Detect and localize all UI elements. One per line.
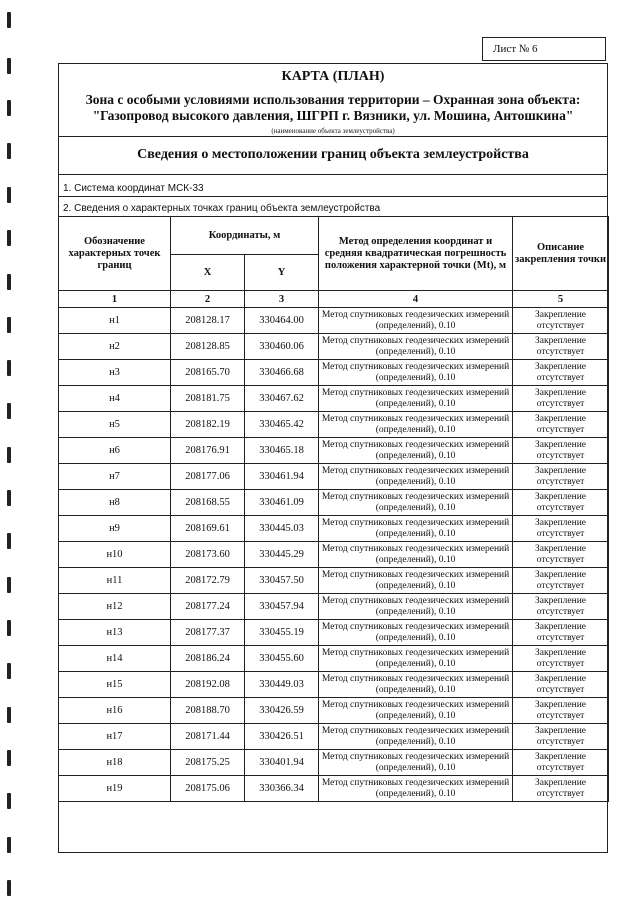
column-number: 1 <box>59 291 171 308</box>
table-row <box>59 386 609 412</box>
header-description: Описание закрепления точки <box>513 217 609 291</box>
point-x: 208128.85 <box>171 334 245 360</box>
point-y: 330455.19 <box>245 620 319 646</box>
point-id: н16 <box>59 698 171 724</box>
point-method: Метод спутниковых геодезических измерений (определений), 0.10 <box>319 412 513 438</box>
point-method: Метод спутниковых геодезических измерений (определений), 0.10 <box>319 360 513 386</box>
binding-mark <box>7 620 11 636</box>
point-method: Метод спутниковых геодезических измерений (определений), 0.10 <box>319 698 513 724</box>
point-y: 330467.62 <box>245 386 319 412</box>
point-description: Закрепление отсутствует <box>513 646 609 672</box>
header-method: Метод определения координат и средняя квадратическая погрешность положения характерной точки (Mt), м <box>319 217 513 291</box>
points-heading: 2. Сведения о характерных точках границ объекта землеустройства <box>63 203 381 214</box>
point-y: 330455.60 <box>245 646 319 672</box>
binding-mark <box>7 317 11 333</box>
coordinate-system: 1. Система координат МСК-33 <box>63 183 204 194</box>
point-description: Закрепление отсутствует <box>513 776 609 802</box>
divider <box>59 174 607 175</box>
point-id: н9 <box>59 516 171 542</box>
point-description: Закрепление отсутствует <box>513 360 609 386</box>
point-id: н3 <box>59 360 171 386</box>
point-method: Метод спутниковых геодезических измерений (определений), 0.10 <box>319 464 513 490</box>
divider <box>59 136 607 137</box>
point-y: 330401.94 <box>245 750 319 776</box>
point-description: Закрепление отсутствует <box>513 516 609 542</box>
binding-mark <box>7 447 11 463</box>
binding-mark <box>7 187 11 203</box>
point-id: н10 <box>59 542 171 568</box>
point-y: 330465.42 <box>245 412 319 438</box>
point-y: 330465.18 <box>245 438 319 464</box>
table-row <box>59 438 609 464</box>
point-x: 208169.61 <box>171 516 245 542</box>
table-row <box>59 490 609 516</box>
document-frame <box>58 63 608 853</box>
column-number: 3 <box>245 291 319 308</box>
point-y: 330449.03 <box>245 672 319 698</box>
point-x: 208177.37 <box>171 620 245 646</box>
point-x: 208181.75 <box>171 386 245 412</box>
binding-mark <box>7 12 11 28</box>
binding-mark <box>7 533 11 549</box>
point-description: Закрепление отсутствует <box>513 386 609 412</box>
point-description: Закрепление отсутствует <box>513 672 609 698</box>
point-method: Метод спутниковых геодезических измерений (определений), 0.10 <box>319 516 513 542</box>
table-row <box>59 542 609 568</box>
binding-mark <box>7 360 11 376</box>
binding-mark <box>7 750 11 766</box>
header-x: X <box>171 255 245 291</box>
point-x: 208173.60 <box>171 542 245 568</box>
boundary-points-table <box>58 216 609 802</box>
point-x: 208168.55 <box>171 490 245 516</box>
table-row <box>59 698 609 724</box>
binding-mark <box>7 403 11 419</box>
point-description: Закрепление отсутствует <box>513 334 609 360</box>
point-y: 330460.06 <box>245 334 319 360</box>
point-y: 330366.34 <box>245 776 319 802</box>
point-x: 208177.06 <box>171 464 245 490</box>
point-x: 208175.25 <box>171 750 245 776</box>
point-id: н17 <box>59 724 171 750</box>
point-y: 330457.94 <box>245 594 319 620</box>
point-id: н6 <box>59 438 171 464</box>
point-method: Метод спутниковых геодезических измерений (определений), 0.10 <box>319 308 513 334</box>
point-method: Метод спутниковых геодезических измерений (определений), 0.10 <box>319 750 513 776</box>
column-number: 4 <box>319 291 513 308</box>
table-row <box>59 516 609 542</box>
point-description: Закрепление отсутствует <box>513 438 609 464</box>
header-coordinates: Координаты, м <box>171 217 319 255</box>
point-method: Метод спутниковых геодезических измерений (определений), 0.10 <box>319 646 513 672</box>
binding-mark <box>7 837 11 853</box>
point-id: н14 <box>59 646 171 672</box>
point-x: 208192.08 <box>171 672 245 698</box>
point-description: Закрепление отсутствует <box>513 724 609 750</box>
point-id: н2 <box>59 334 171 360</box>
point-y: 330461.09 <box>245 490 319 516</box>
point-id: н18 <box>59 750 171 776</box>
point-description: Закрепление отсутствует <box>513 620 609 646</box>
table-row <box>59 464 609 490</box>
binding-holes <box>4 0 18 905</box>
binding-mark <box>7 143 11 159</box>
point-x: 208172.79 <box>171 568 245 594</box>
point-x: 208165.70 <box>171 360 245 386</box>
point-description: Закрепление отсутствует <box>513 412 609 438</box>
point-method: Метод спутниковых геодезических измерений (определений), 0.10 <box>319 724 513 750</box>
point-description: Закрепление отсутствует <box>513 594 609 620</box>
binding-mark <box>7 100 11 116</box>
point-y: 330466.68 <box>245 360 319 386</box>
divider <box>59 196 607 197</box>
point-method: Метод спутниковых геодезических измерений (определений), 0.10 <box>319 438 513 464</box>
point-id: н7 <box>59 464 171 490</box>
table-row <box>59 776 609 802</box>
point-description: Закрепление отсутствует <box>513 542 609 568</box>
point-description: Закрепление отсутствует <box>513 568 609 594</box>
point-id: н5 <box>59 412 171 438</box>
table-row <box>59 360 609 386</box>
point-method: Метод спутниковых геодезических измерений (определений), 0.10 <box>319 620 513 646</box>
header-y: Y <box>245 255 319 291</box>
point-x: 208177.24 <box>171 594 245 620</box>
point-id: н4 <box>59 386 171 412</box>
point-y: 330461.94 <box>245 464 319 490</box>
object-name-caption: (наименование объекта землеустройства) <box>271 127 395 135</box>
binding-mark <box>7 880 11 896</box>
binding-mark <box>7 490 11 506</box>
point-method: Метод спутниковых геодезических измерений (определений), 0.10 <box>319 490 513 516</box>
header-designation: Обозначение характерных точек границ <box>59 217 171 291</box>
point-x: 208182.19 <box>171 412 245 438</box>
point-x: 208176.91 <box>171 438 245 464</box>
point-y: 330457.50 <box>245 568 319 594</box>
binding-mark <box>7 793 11 809</box>
point-id: н8 <box>59 490 171 516</box>
point-id: н15 <box>59 672 171 698</box>
point-description: Закрепление отсутствует <box>513 750 609 776</box>
point-method: Метод спутниковых геодезических измерений (определений), 0.10 <box>319 776 513 802</box>
point-y: 330426.59 <box>245 698 319 724</box>
point-id: н11 <box>59 568 171 594</box>
table-row <box>59 672 609 698</box>
point-method: Метод спутниковых геодезических измерений (определений), 0.10 <box>319 594 513 620</box>
binding-mark <box>7 707 11 723</box>
table-row <box>59 646 609 672</box>
point-x: 208188.70 <box>171 698 245 724</box>
point-description: Закрепление отсутствует <box>513 490 609 516</box>
point-id: н13 <box>59 620 171 646</box>
point-y: 330445.29 <box>245 542 319 568</box>
table-row <box>59 620 609 646</box>
point-method: Метод спутниковых геодезических измерений (определений), 0.10 <box>319 672 513 698</box>
binding-mark <box>7 230 11 246</box>
point-id: н19 <box>59 776 171 802</box>
point-x: 208128.17 <box>171 308 245 334</box>
point-method: Метод спутниковых геодезических измерений (определений), 0.10 <box>319 568 513 594</box>
table-row <box>59 308 609 334</box>
point-description: Закрепление отсутствует <box>513 698 609 724</box>
table-row <box>59 334 609 360</box>
point-x: 208175.06 <box>171 776 245 802</box>
point-method: Метод спутниковых геодезических измерений (определений), 0.10 <box>319 334 513 360</box>
binding-mark <box>7 577 11 593</box>
zone-name-line1: Зона с особыми условиями использования территории – Охранная зона объекта: <box>85 92 581 107</box>
point-y: 330426.51 <box>245 724 319 750</box>
point-description: Закрепление отсутствует <box>513 308 609 334</box>
point-description: Закрепление отсутствует <box>513 464 609 490</box>
table-row <box>59 594 609 620</box>
point-id: н1 <box>59 308 171 334</box>
table-row <box>59 724 609 750</box>
binding-mark <box>7 274 11 290</box>
zone-name-line2: "Газопровод высокого давления, ШГРП г. Вязники, ул. Мошина, Антошкина" <box>92 108 574 123</box>
point-method: Метод спутниковых геодезических измерений (определений), 0.10 <box>319 542 513 568</box>
column-numbers-row <box>59 291 609 308</box>
table-row <box>59 568 609 594</box>
section-title: Сведения о местоположении границ объекта землеустройства <box>137 147 529 162</box>
binding-mark <box>7 58 11 74</box>
table-row <box>59 412 609 438</box>
point-y: 330445.03 <box>245 516 319 542</box>
column-number: 2 <box>171 291 245 308</box>
point-x: 208186.24 <box>171 646 245 672</box>
column-number: 5 <box>513 291 609 308</box>
document-title: КАРТА (ПЛАН) <box>281 69 385 84</box>
sheet-number: Лист № 6 <box>482 37 606 61</box>
table-row <box>59 750 609 776</box>
point-method: Метод спутниковых геодезических измерений (определений), 0.10 <box>319 386 513 412</box>
binding-mark <box>7 663 11 679</box>
point-y: 330464.00 <box>245 308 319 334</box>
point-x: 208171.44 <box>171 724 245 750</box>
point-id: н12 <box>59 594 171 620</box>
